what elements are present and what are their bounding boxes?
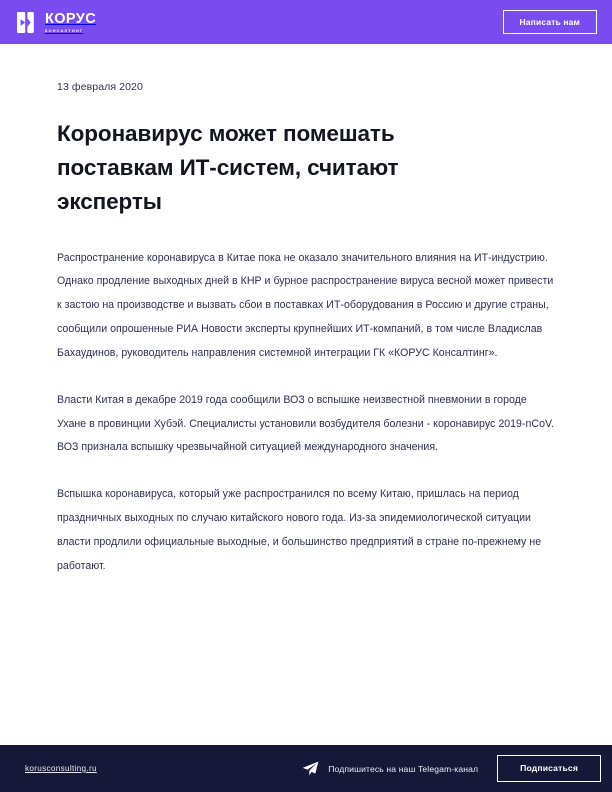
article-paragraph: Распространение коронавируса в Китае пока не оказало значительного влияния на ИТ-индустрию. Однако продление выходных дней в КНР и бурное распространение вируса весной может привести к застою на производстве и вызвать сбои в поставках ИТ-оборудования в Россию и другие страны, сообщили опрошенные РИА Новости эксперты крупнейших ИТ-компаний, в том числе Владислав Бахаудинов, руководитель направления системной интеграции ГК «КОРУС Консалтинг». (57, 251, 554, 359)
telegram-paper-plane-icon (302, 761, 319, 776)
brand-logo[interactable] (17, 12, 96, 33)
article-paragraph: Власти Китая в декабре 2019 года сообщили ВОЗ о вспышке неизвестной пневмонии в городе Ухане в провинции Хубэй. Специалисты установили возбудителя болезни - коронавирус 2019-nCoV. ВОЗ признала вспышку чрезвычайной ситуацией международного значения. (57, 393, 555, 454)
article-content (0, 44, 612, 745)
subscribe-button[interactable]: Подписаться (497, 755, 601, 782)
site-footer (0, 745, 612, 792)
article-body (57, 247, 555, 579)
brand-subtitle: КОНСАЛТИНГ (45, 27, 84, 33)
article-date: 13 февраля 2020 (57, 81, 143, 93)
article-paragraph: Вспышка коронавируса, который уже распространился по всему Китаю, пришлась на период праздничных выходных по случаю китайского нового года. Из-за эпидемиологической ситуации власти продлили официальные выходные, и большинство предприятий в стране по-прежнему не работают. (57, 488, 542, 572)
page-title: Коронавирус может помешать поставкам ИТ-систем, считают эксперты (57, 121, 399, 215)
site-header (0, 0, 612, 44)
footer-site-link[interactable]: korusconsulting.ru (25, 764, 97, 773)
korus-square-logo-icon (17, 12, 38, 33)
telegram-subscribe-text: Подпишитесь на наш Telegam-канал (328, 763, 479, 774)
brand-name: КОРУС (45, 10, 97, 27)
telegram-subscribe-group (302, 761, 478, 776)
brand-wordmark (45, 12, 96, 33)
contact-us-button[interactable]: Написать нам (503, 10, 597, 35)
